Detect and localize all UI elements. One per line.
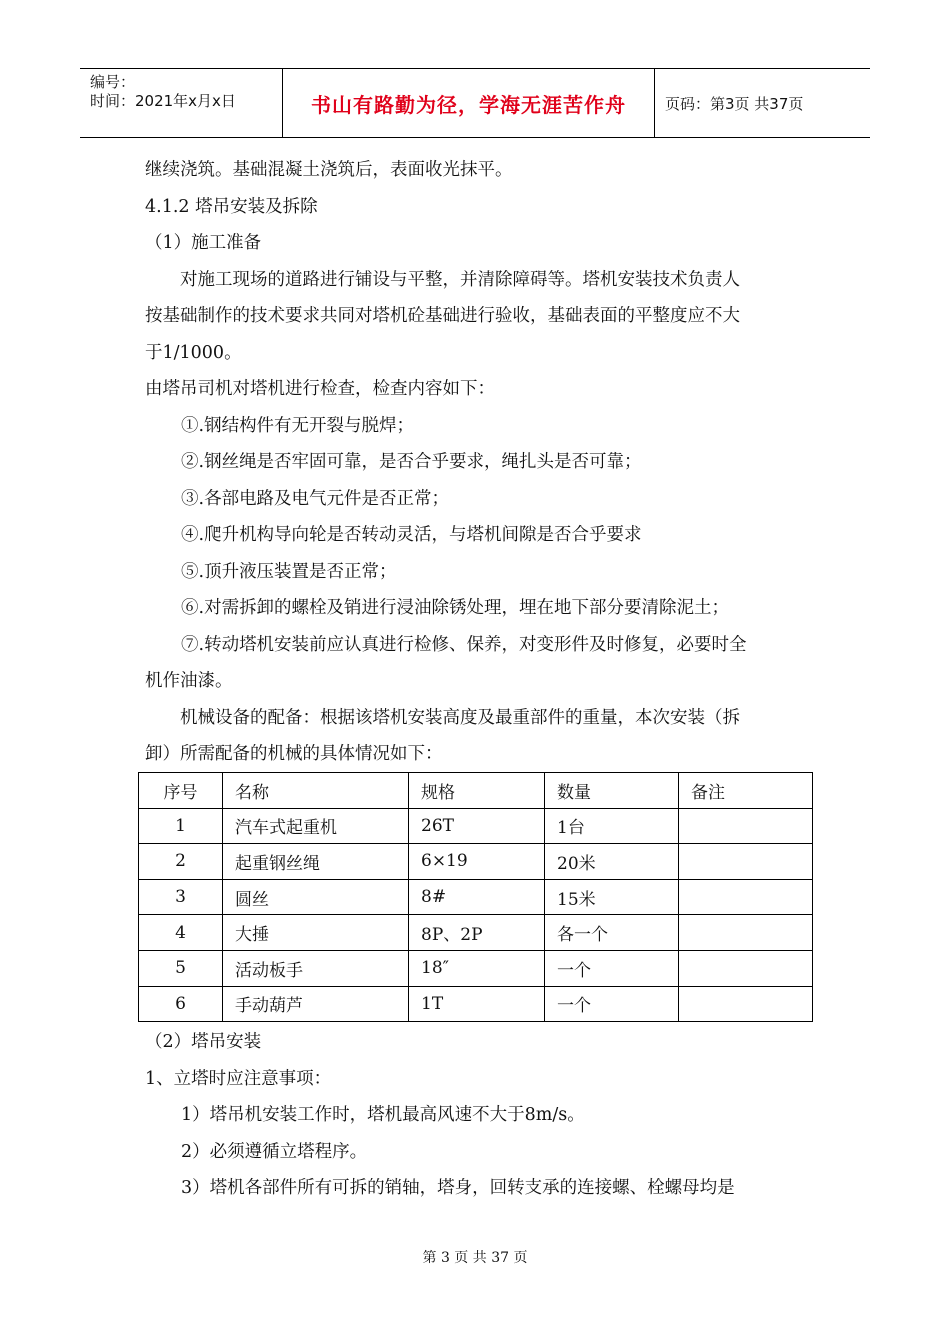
- subsection-heading: （2）塔吊安装: [145, 1032, 262, 1052]
- paragraph-line: 对施工现场的道路进行铺设与平整，并清除障碍等。塔机安装技术负责人: [180, 269, 740, 290]
- check-item: ④.爬升机构导向轮是否转动灵活，与塔机间隙是否合乎要求: [181, 525, 642, 545]
- table-cell: [679, 915, 813, 951]
- header-motto-cell: [282, 69, 655, 137]
- header-page-info: [655, 69, 870, 137]
- table-cell: [679, 986, 813, 1022]
- table-cell: 活动板手: [223, 950, 409, 986]
- table-cell: [679, 950, 813, 986]
- check-item: ①.钢结构件有无开裂与脱焊；: [181, 415, 415, 436]
- paragraph-line: 于1/1000。: [145, 342, 242, 363]
- table-cell: 15米: [545, 879, 679, 915]
- paragraph-line: 卸）所需配备的机械的具体情况如下：: [145, 744, 443, 764]
- paragraph-line: 由塔吊司机对塔机进行检查，检查内容如下：: [145, 379, 495, 399]
- table-cell: [679, 844, 813, 880]
- table-cell: [679, 808, 813, 844]
- table-cell: 4: [139, 915, 223, 951]
- paragraph-line: 继续浇筑。基础混凝土浇筑后，表面收光抹平。: [145, 160, 513, 180]
- table-cell: 一个: [545, 950, 679, 986]
- page-header: [80, 68, 870, 138]
- check-item: ②.钢丝绳是否牢固可靠，是否合乎要求，绳扎头是否可靠；: [181, 452, 642, 472]
- table-row: [139, 915, 813, 951]
- table-cell: 5: [139, 950, 223, 986]
- list-item: 1）塔吊机安装工作时，塔机最高风速不大于8m/s。: [181, 1105, 585, 1125]
- number-label: 编号：: [90, 73, 136, 91]
- table-cell: 圆丝: [223, 879, 409, 915]
- check-item: ⑤.顶升液压装置是否正常；: [181, 561, 397, 582]
- table-cell: 20米: [545, 844, 679, 880]
- table-row: [139, 879, 813, 915]
- table-row: [139, 950, 813, 986]
- subsection-heading: （1）施工准备: [145, 233, 262, 253]
- check-item: ③.各部电路及电气元件是否正常；: [181, 488, 450, 509]
- table-cell: 18″: [409, 950, 545, 986]
- table-cell: 26T: [409, 808, 545, 844]
- table-cell: 6×19: [409, 844, 545, 880]
- table-cell: 起重钢丝绳: [223, 844, 409, 880]
- table-cell: 6: [139, 986, 223, 1022]
- table-header-row: [139, 773, 813, 809]
- check-item: ⑦.转动塔机安装前应认真进行检修、保养，对变形件及时修复，必要时全: [181, 634, 747, 655]
- table-header-cell: 名称: [223, 773, 409, 809]
- table-cell: 大捶: [223, 915, 409, 951]
- paragraph-line: 机作油漆。: [145, 671, 233, 691]
- paragraph-line: 机械设备的配备：根据该塔机安装高度及最重部件的重量，本次安装（拆: [180, 707, 740, 728]
- table-cell: 3: [139, 879, 223, 915]
- table-header-cell: 规格: [409, 773, 545, 809]
- equipment-table: [138, 772, 813, 1022]
- paragraph-line: 1、立塔时应注意事项：: [145, 1068, 332, 1089]
- table-cell: [679, 879, 813, 915]
- equipment-table-wrap: [138, 772, 813, 1022]
- list-item: 3）塔机各部件所有可拆的销轴，塔身，回转支承的连接螺、栓螺母均是: [181, 1178, 735, 1198]
- section-heading: 4.1.2 塔吊安装及拆除: [145, 196, 318, 217]
- table-header-cell: 备注: [679, 773, 813, 809]
- header-meta: [80, 69, 282, 137]
- body-text-top: [145, 152, 810, 773]
- time-label: 时间：2021年x月x日: [90, 92, 236, 110]
- list-item: 2）必须遵循立塔程序。: [181, 1141, 368, 1162]
- page-info: 页码：第3页 共37页: [665, 94, 804, 113]
- table-row: [139, 808, 813, 844]
- table-cell: 各一个: [545, 915, 679, 951]
- page-footer: 第 3 页 共 37 页: [422, 1250, 528, 1266]
- body-text-bottom: [145, 1024, 810, 1207]
- table-cell: 手动葫芦: [223, 986, 409, 1022]
- table-cell: 8P、2P: [409, 915, 545, 951]
- table-header-cell: 序号: [139, 773, 223, 809]
- table-cell: 1T: [409, 986, 545, 1022]
- check-item: ⑥.对需拆卸的螺栓及销进行浸油除锈处理，埋在地下部分要清除泥土；: [181, 598, 730, 618]
- table-header-cell: 数量: [545, 773, 679, 809]
- table-row: [139, 986, 813, 1022]
- table-cell: 汽车式起重机: [223, 808, 409, 844]
- table-cell: 1: [139, 808, 223, 844]
- table-row: [139, 844, 813, 880]
- table-cell: 8#: [409, 879, 545, 915]
- table-cell: 一个: [545, 986, 679, 1022]
- table-cell: 1台: [545, 808, 679, 844]
- paragraph-line: 按基础制作的技术要求共同对塔机砼基础进行验收，基础表面的平整度应不大: [145, 306, 740, 326]
- motto: 书山有路勤为径，学海无涯苦作舟: [311, 92, 626, 117]
- table-cell: 2: [139, 844, 223, 880]
